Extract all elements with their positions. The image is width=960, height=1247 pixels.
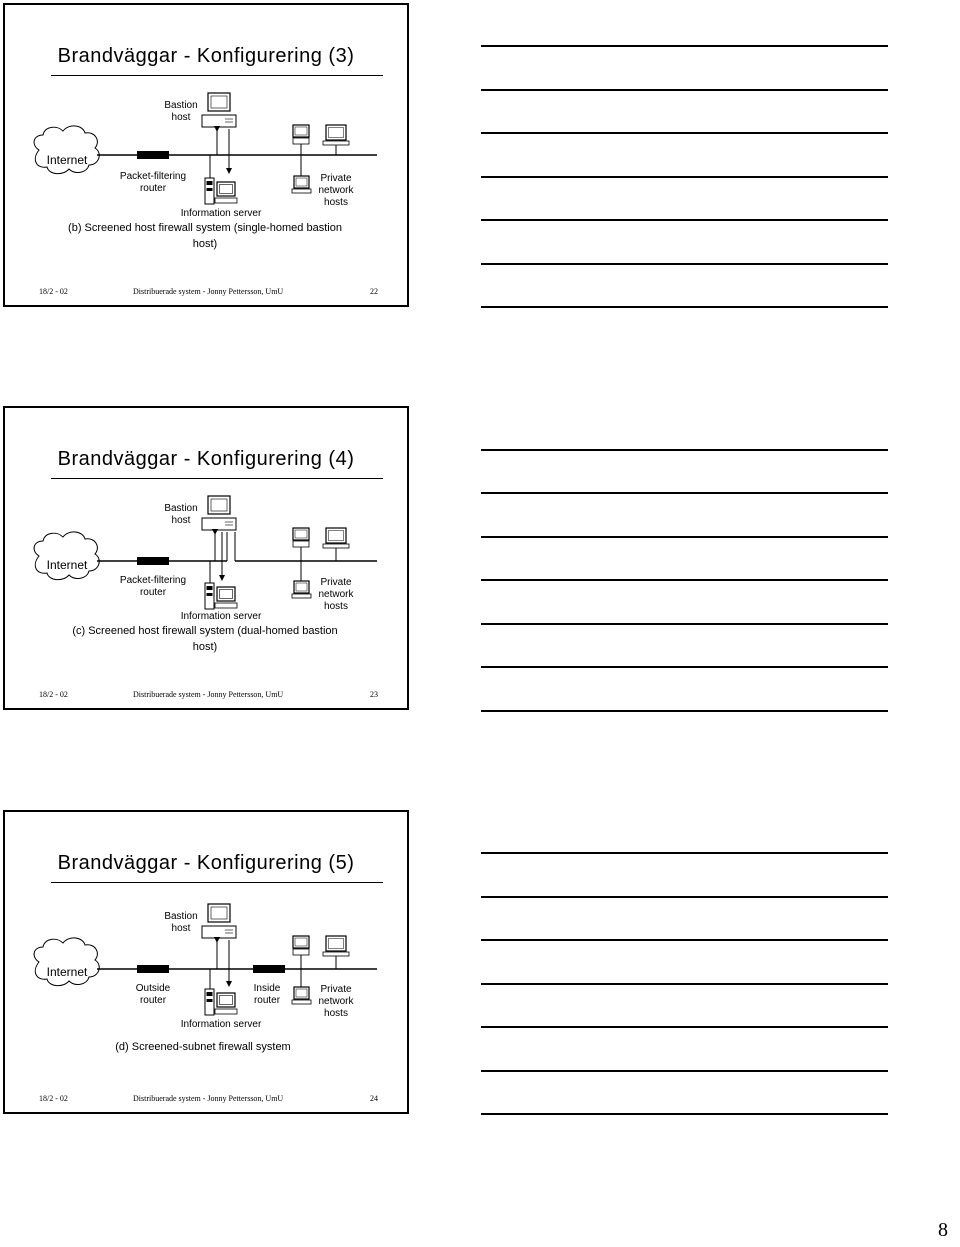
info-server-label: Information server [180,1019,262,1030]
network-diagram [5,408,407,688]
notes-line [481,1113,888,1115]
private-label-1: Private [320,984,352,995]
footer-date: 18/2 - 02 [39,287,68,296]
diagram-caption-2: host) [192,238,218,250]
notes-line [481,132,888,134]
slide-title: Brandväggar - Konfigurering (3) [57,45,355,67]
private-host-icon [323,125,349,145]
private-host-icon [292,987,311,1004]
notes-line [481,219,888,221]
diagram-caption-1: (d) Screened-subnet firewall system [115,1041,291,1053]
footer-slide-number: 23 [370,690,378,699]
bastion-label-2: host [171,923,191,934]
slide-24 [3,810,409,1114]
notes-line [481,536,888,538]
inside-router-label-2: router [253,995,281,1006]
notes-line [481,896,888,898]
private-label-3: hosts [324,1008,348,1019]
footer-course: Distribuerade system - Jonny Pettersson, UmU [133,287,284,296]
router-label-2: router [139,587,167,598]
notes-line [481,983,888,985]
private-host-icon [292,176,311,193]
bastion-host-icon [202,496,236,530]
slide-title: Brandväggar - Konfigurering (5) [57,852,355,874]
private-label-1: Private [320,577,352,588]
info-server-label: Information server [180,611,262,622]
bastion-label-1: Bastion [164,503,198,514]
router-label-1: Packet-filtering [119,171,187,182]
footer-date: 18/2 - 02 [39,690,68,699]
router-icon [137,151,169,159]
footer-course: Distribuerade system - Jonny Pettersson, UmU [133,1094,284,1103]
bastion-host-icon [202,93,236,127]
router-label-1: Packet-filtering [119,575,187,586]
private-label-2: network [318,185,354,196]
footer-slide-number: 22 [370,287,378,296]
slide-footer [5,1094,407,1108]
bastion-host-icon [202,904,236,938]
private-host-icon [323,936,349,956]
private-host-icon [323,528,349,548]
info-server-label: Information server [180,208,262,219]
notes-line [481,1026,888,1028]
network-diagram [5,812,407,1092]
internet-label: Internet [46,153,88,167]
internet-label: Internet [46,965,88,979]
notes-line [481,579,888,581]
slide-title: Brandväggar - Konfigurering (4) [57,448,355,470]
network-diagram [5,5,407,285]
notes-line [481,176,888,178]
notes-line [481,492,888,494]
page-number: 8 [938,1219,948,1241]
private-host-icon [293,125,309,144]
notes-line [481,263,888,265]
private-host-icon [293,528,309,547]
outside-router-icon [137,965,169,973]
diagram-caption-2: host) [192,641,218,653]
bastion-label-1: Bastion [164,100,198,111]
notes-line [481,45,888,47]
notes-line [481,306,888,308]
private-label-2: network [318,996,354,1007]
notes-line [481,666,888,668]
notes-line [481,1070,888,1072]
footer-slide-number: 24 [370,1094,378,1103]
private-host-icon [293,936,309,955]
bastion-label-1: Bastion [164,911,198,922]
private-label-3: hosts [324,601,348,612]
diagram-caption-1: (b) Screened host firewall system (single-homed bastion [68,222,342,234]
notes-line [481,89,888,91]
bastion-label-2: host [171,112,191,123]
slide-footer [5,287,407,301]
footer-course: Distribuerade system - Jonny Pettersson, UmU [133,690,284,699]
router-label-2: router [139,183,167,194]
inside-router-icon [253,965,285,973]
information-server-icon [205,989,237,1015]
inside-router-label-1: Inside [253,983,281,994]
outside-router-label-1: Outside [135,983,171,994]
information-server-icon [205,178,237,204]
private-label-1: Private [320,173,352,184]
footer-date: 18/2 - 02 [39,1094,68,1103]
diagram-caption-1: (c) Screened host firewall system (dual-homed bastion [72,625,338,637]
notes-line [481,623,888,625]
information-server-icon [205,583,237,609]
slide-footer [5,690,407,704]
internet-label: Internet [46,558,88,572]
router-icon [137,557,169,565]
slide-22 [3,3,409,307]
slide-23 [3,406,409,710]
private-host-icon [292,581,311,598]
notes-line [481,939,888,941]
notes-line [481,852,888,854]
outside-router-label-2: router [139,995,167,1006]
private-label-3: hosts [324,197,348,208]
internet-cloud-icon [34,532,99,580]
notes-line [481,449,888,451]
bastion-label-2: host [171,515,191,526]
private-label-2: network [318,589,354,600]
notes-line [481,710,888,712]
